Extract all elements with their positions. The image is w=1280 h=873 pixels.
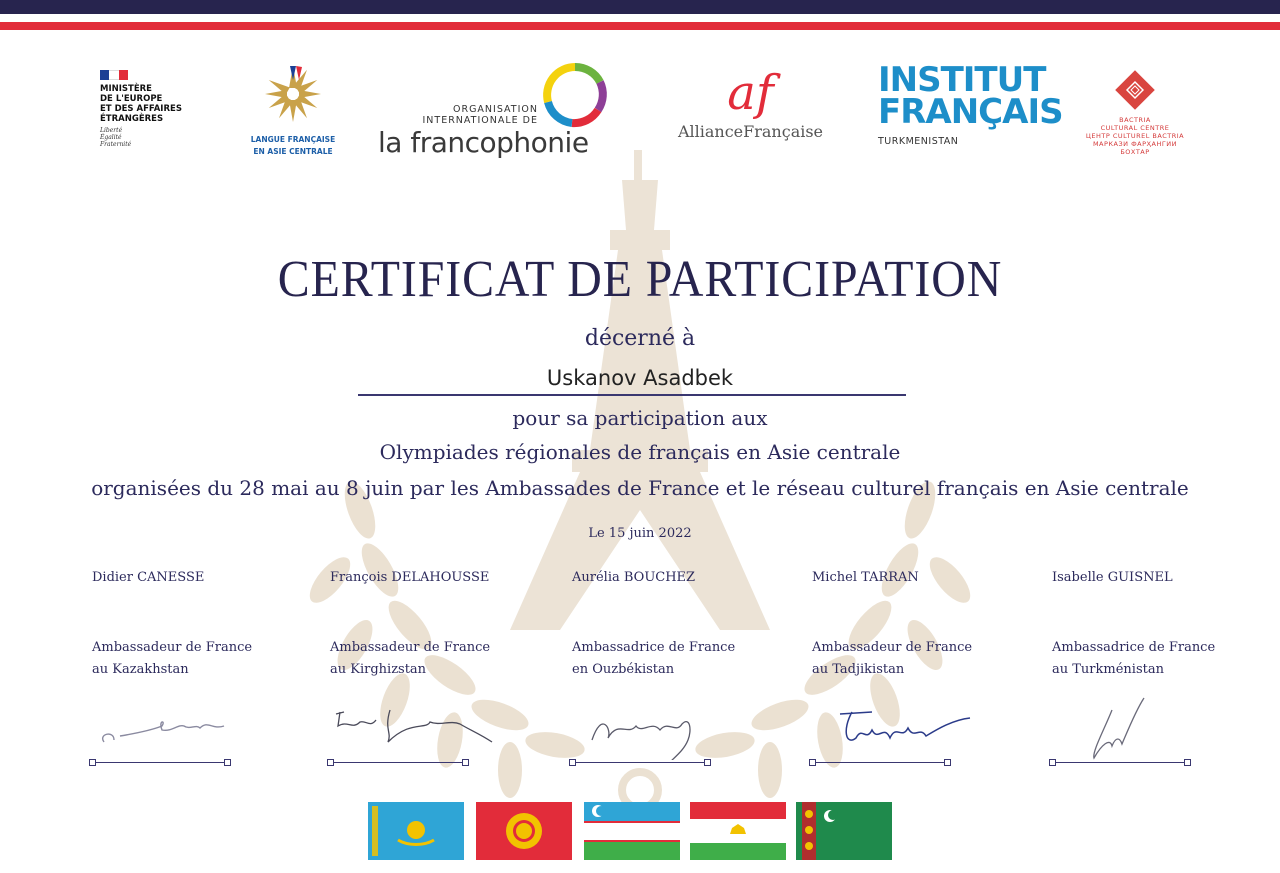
recipient-underline — [358, 394, 906, 396]
signature-line — [330, 762, 466, 763]
signer-country: au Tadjikistan — [812, 662, 905, 677]
signer-role: Ambassadrice de France — [1052, 640, 1216, 655]
signature-line — [92, 762, 228, 763]
signer-country: au Kirghizstan — [330, 662, 427, 677]
signer-country: au Kazakhstan — [92, 662, 189, 677]
alliance-francaise-logo — [668, 64, 833, 141]
signer-name: Aurélia BOUCHEZ — [572, 570, 696, 585]
certificate-title: CERTIFICAT DE PARTICIPATION — [277, 251, 1003, 308]
ministere-logo — [100, 70, 200, 148]
tajikistan-flag — [690, 802, 786, 860]
af-mark: af — [727, 65, 774, 121]
recipient-name: Uskanov Asadbek — [546, 366, 734, 390]
signature-delahousse — [330, 690, 500, 750]
top-navy-stripe — [0, 0, 1280, 14]
signer-country: au Turkménistan — [1052, 662, 1164, 677]
turkmenistan-flag — [796, 802, 892, 860]
kazakhstan-flag — [368, 802, 464, 860]
francophonie-big-text: la francophonie — [378, 126, 589, 159]
signature-line — [812, 762, 948, 763]
signature-canesse — [92, 690, 232, 750]
flags-row — [0, 802, 1280, 862]
bactria-text: BACTRIA CULTURAL CENTRE ЦЕНТР CULTUREL BACTRIA МАРКАЗИ ФАРҲАНГИИ БОХТАР — [1085, 116, 1185, 156]
signer-name: Isabelle GUISNEL — [1052, 570, 1173, 585]
francophonie-logo — [378, 62, 618, 162]
bactria-diamond-icon — [1113, 68, 1157, 112]
organisers-line: organisées du 28 mai au 8 juin par les Ambassades de France et le réseau culturel français en Asie centrale — [91, 476, 1189, 500]
french-flag-icon — [100, 70, 128, 80]
francophonie-small-text: ORGANISATION INTERNATIONALE DE — [422, 104, 538, 126]
signature-tarran — [812, 690, 982, 750]
signer-name: Didier CANESSE — [92, 570, 205, 585]
institut-name: INSTITUT FRANÇAIS — [878, 60, 1063, 132]
signer-name: François DELAHOUSSE — [330, 570, 490, 585]
institut-country: TURKMENISTAN — [878, 136, 959, 147]
ministere-motto: Liberté Égalité Fraternité — [100, 127, 132, 148]
signer-country: en Ouzbékistan — [572, 662, 675, 677]
participation-line: pour sa participation aux — [512, 406, 768, 430]
ministere-name: MINISTÈRE DE L'EUROPE ET DES AFFAIRES ÉTRANGÈRES — [100, 84, 182, 124]
signer-role: Ambassadrice de France — [572, 640, 736, 655]
bactria-logo — [1070, 68, 1200, 156]
signature-line — [1052, 762, 1188, 763]
signer-role: Ambassadeur de France — [330, 640, 491, 655]
alliance-name: AllianceFrançaise — [677, 122, 824, 141]
signature-line — [572, 762, 708, 763]
langue-francaise-text: LANGUE FRANÇAISE EN ASIE CENTRALE — [250, 135, 336, 156]
uzbekistan-flag — [584, 802, 680, 860]
signature-bouchez — [572, 690, 712, 760]
sunburst-icon — [263, 62, 323, 124]
top-red-stripe — [0, 22, 1280, 30]
institut-francais-logo — [878, 60, 1063, 147]
certificate-date: Le 15 juin 2022 — [588, 526, 692, 541]
signature-guisnel — [1052, 690, 1192, 760]
francophonie-ring-icon — [542, 62, 608, 128]
signer-role: Ambassadeur de France — [92, 640, 253, 655]
signer-name: Michel TARRAN — [812, 570, 919, 585]
kyrgyzstan-flag — [476, 802, 572, 860]
olympiad-line: Olympiades régionales de français en Asie centrale — [379, 440, 901, 464]
awarded-to: décerné à — [584, 326, 696, 351]
signer-role: Ambassadeur de France — [812, 640, 973, 655]
langue-francaise-logo — [238, 62, 348, 158]
